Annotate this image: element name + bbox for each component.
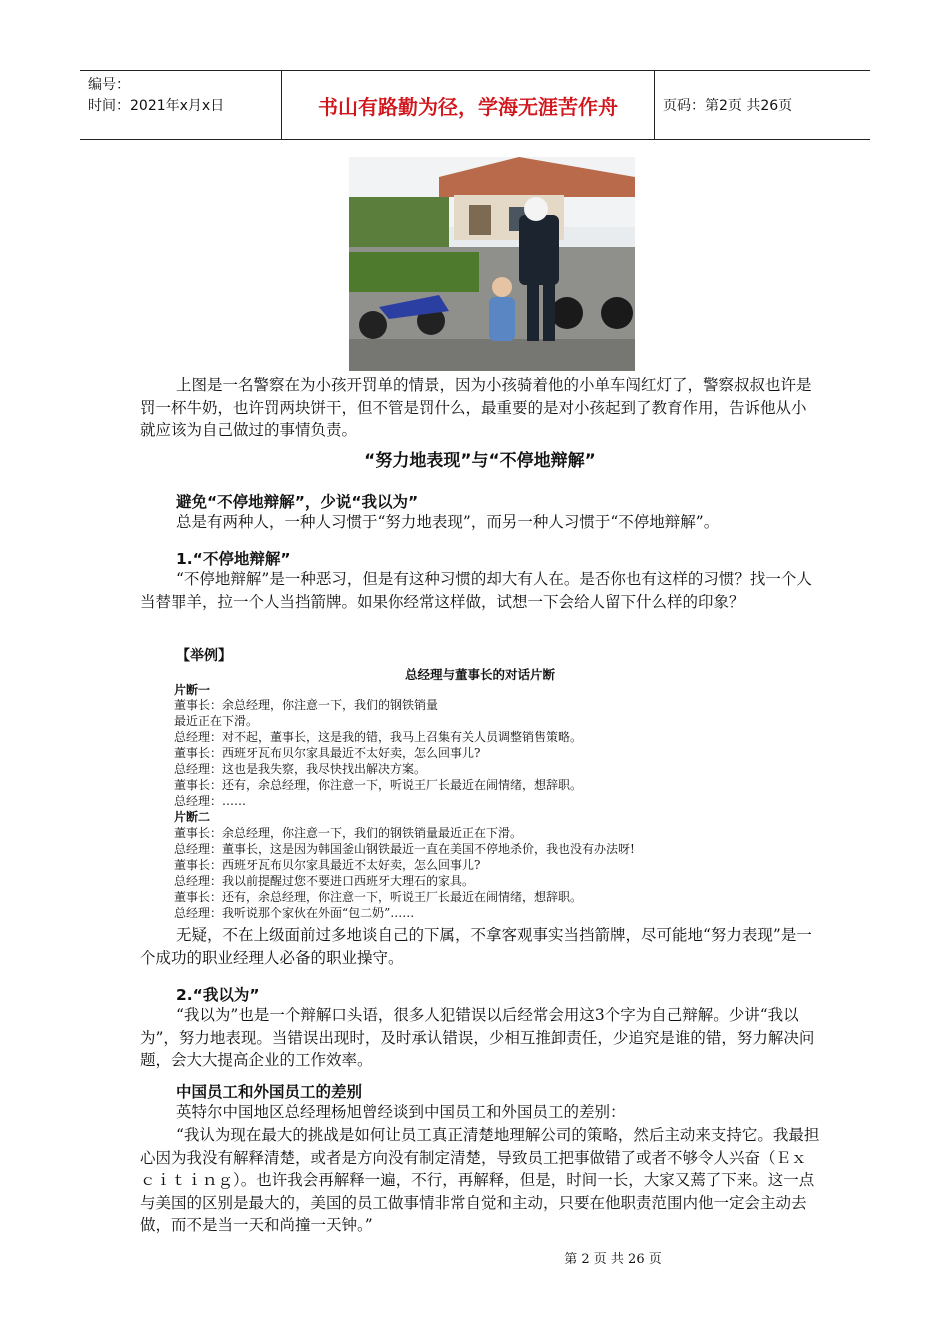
dialog-line: 最近正在下滑。 xyxy=(174,714,259,728)
heading-constant-excuses: 1.“不停地辩解” xyxy=(176,550,291,568)
page-footer: 第 2 页 共 26 页 xyxy=(564,1252,662,1267)
dialog-line: 董事长：余总经理，你注意一下，我们的钢铁销量最近正在下滑。 xyxy=(174,826,523,840)
dialog-line: 董事长：余总经理，你注意一下，我们的钢铁销量 xyxy=(174,698,439,712)
dialog-line: 董事长：还有，余总经理，你注意一下，听说王厂长最近在闹情绪，想辞职。 xyxy=(174,778,583,792)
heading-employee-differences: 中国员工和外国员工的差别 xyxy=(176,1083,363,1101)
paragraph-constant-excuses: “不停地辩解”是一种恶习，但是有这种习惯的却大有人在。是否你也有这样的习惯？找一个人当替罪羊，拉一个人当挡箭牌。如果你经常这样做，试想一下会给人留下什么样的印象？ xyxy=(140,570,812,611)
dialog-line: 总经理：对不起，董事长，这是我的错，我马上召集有关人员调整销售策略。 xyxy=(174,730,583,744)
dialog-line: 总经理：我听说那个家伙在外面“包二奶”…… xyxy=(174,906,415,920)
subheading-avoid-excuses: 避免“不停地辩解”，少说“我以为” xyxy=(176,493,419,511)
dialog-line: 总经理：我以前提醒过您不要进口西班牙大理石的家具。 xyxy=(174,874,475,888)
section-title: “努力地表现”与“不停地辩解” xyxy=(364,451,596,472)
document-number: 编号： xyxy=(88,77,130,93)
fragment-one-label: 片断一 xyxy=(174,683,211,697)
paragraph-i-thought: “我以为”也是一个辩解口头语，很多人犯错误以后经常会用这3个字为自己辩解。少讲“我以为”，努力地表现。当错误出现时，及时承认错误，少相互推卸责任，少追究是谁的错，努力解决问题，会大大提高企业的工作效率。 xyxy=(140,1006,815,1069)
heading-i-thought: 2.“我以为” xyxy=(176,986,260,1004)
paragraph-intel-intro: 英特尔中国地区总经理杨旭曾经谈到中国员工和外国员工的差别： xyxy=(176,1103,626,1121)
header-page-info: 页码：第2页 共26页 xyxy=(663,98,793,114)
dialog-title: 总经理与董事长的对话片断 xyxy=(404,667,555,682)
police-ticket-photo xyxy=(349,157,635,371)
example-label: 【举例】 xyxy=(176,648,232,664)
dialog-line: 董事长：西班牙瓦布贝尔家具最近不太好卖，怎么回事儿? xyxy=(174,858,481,872)
photo-caption: 上图是一名警察在为小孩开罚单的情景，因为小孩骑着他的小单车闯红灯了，警察叔叔也许是罚一杯牛奶，也许罚两块饼干，但不管是罚什么，最重要的是对小孩起到了教育作用，告诉他从小就应该为自己做过的事情负责。 xyxy=(140,376,812,439)
dialog-line: 总经理：…… xyxy=(174,794,247,808)
dialog-line: 总经理：董事长，这是因为韩国釜山钢铁最近一直在美国不停地杀价，我也没有办法呀! xyxy=(174,842,635,856)
dialog-line: 董事长：西班牙瓦布贝尔家具最近不太好卖，怎么回事儿? xyxy=(174,746,481,760)
document-date: 时间：2021年x月x日 xyxy=(88,98,225,114)
page-header xyxy=(80,70,870,140)
conclusion-paragraph: 无疑，不在上级面前过多地谈自己的下属，不拿客观事实当挡箭牌，尽可能地“努力表现”是一个成功的职业经理人必备的职业操守。 xyxy=(140,926,812,967)
paragraph-intel-quote: “我认为现在最大的挑战是如何让员工真正清楚地理解公司的策略，然后主动来支持它。我最担心因为我没有解释清楚，或者是方向没有制定清楚，导致员工把事做错了或者不够令人兴奋（Ｅｘｃｉｔｉｎｇ）。也许我会再解释一遍，不行，再解释，但是，时间一长，大家又蔫了下来。这一点与美国的区别是最大的，美国的员工做事情非常自觉和主动，只要在他职责范围内他一定会主动去做，而不是当一天和尚撞一天钟。” xyxy=(140,1126,820,1234)
header-motto: 书山有路勤为径，学海无涯苦作舟 xyxy=(282,71,655,139)
intro-paragraph: 总是有两种人，一种人习惯于“努力地表现”，而另一种人习惯于“不停地辩解”。 xyxy=(176,513,720,531)
dialog-line: 董事长：还有，余总经理，你注意一下，听说王厂长最近在闹情绪，想辞职。 xyxy=(174,890,583,904)
dialog-line: 总经理：这也是我失察，我尽快找出解决方案。 xyxy=(174,762,427,776)
fragment-two-label: 片断二 xyxy=(174,810,211,824)
header-meta xyxy=(80,71,282,139)
